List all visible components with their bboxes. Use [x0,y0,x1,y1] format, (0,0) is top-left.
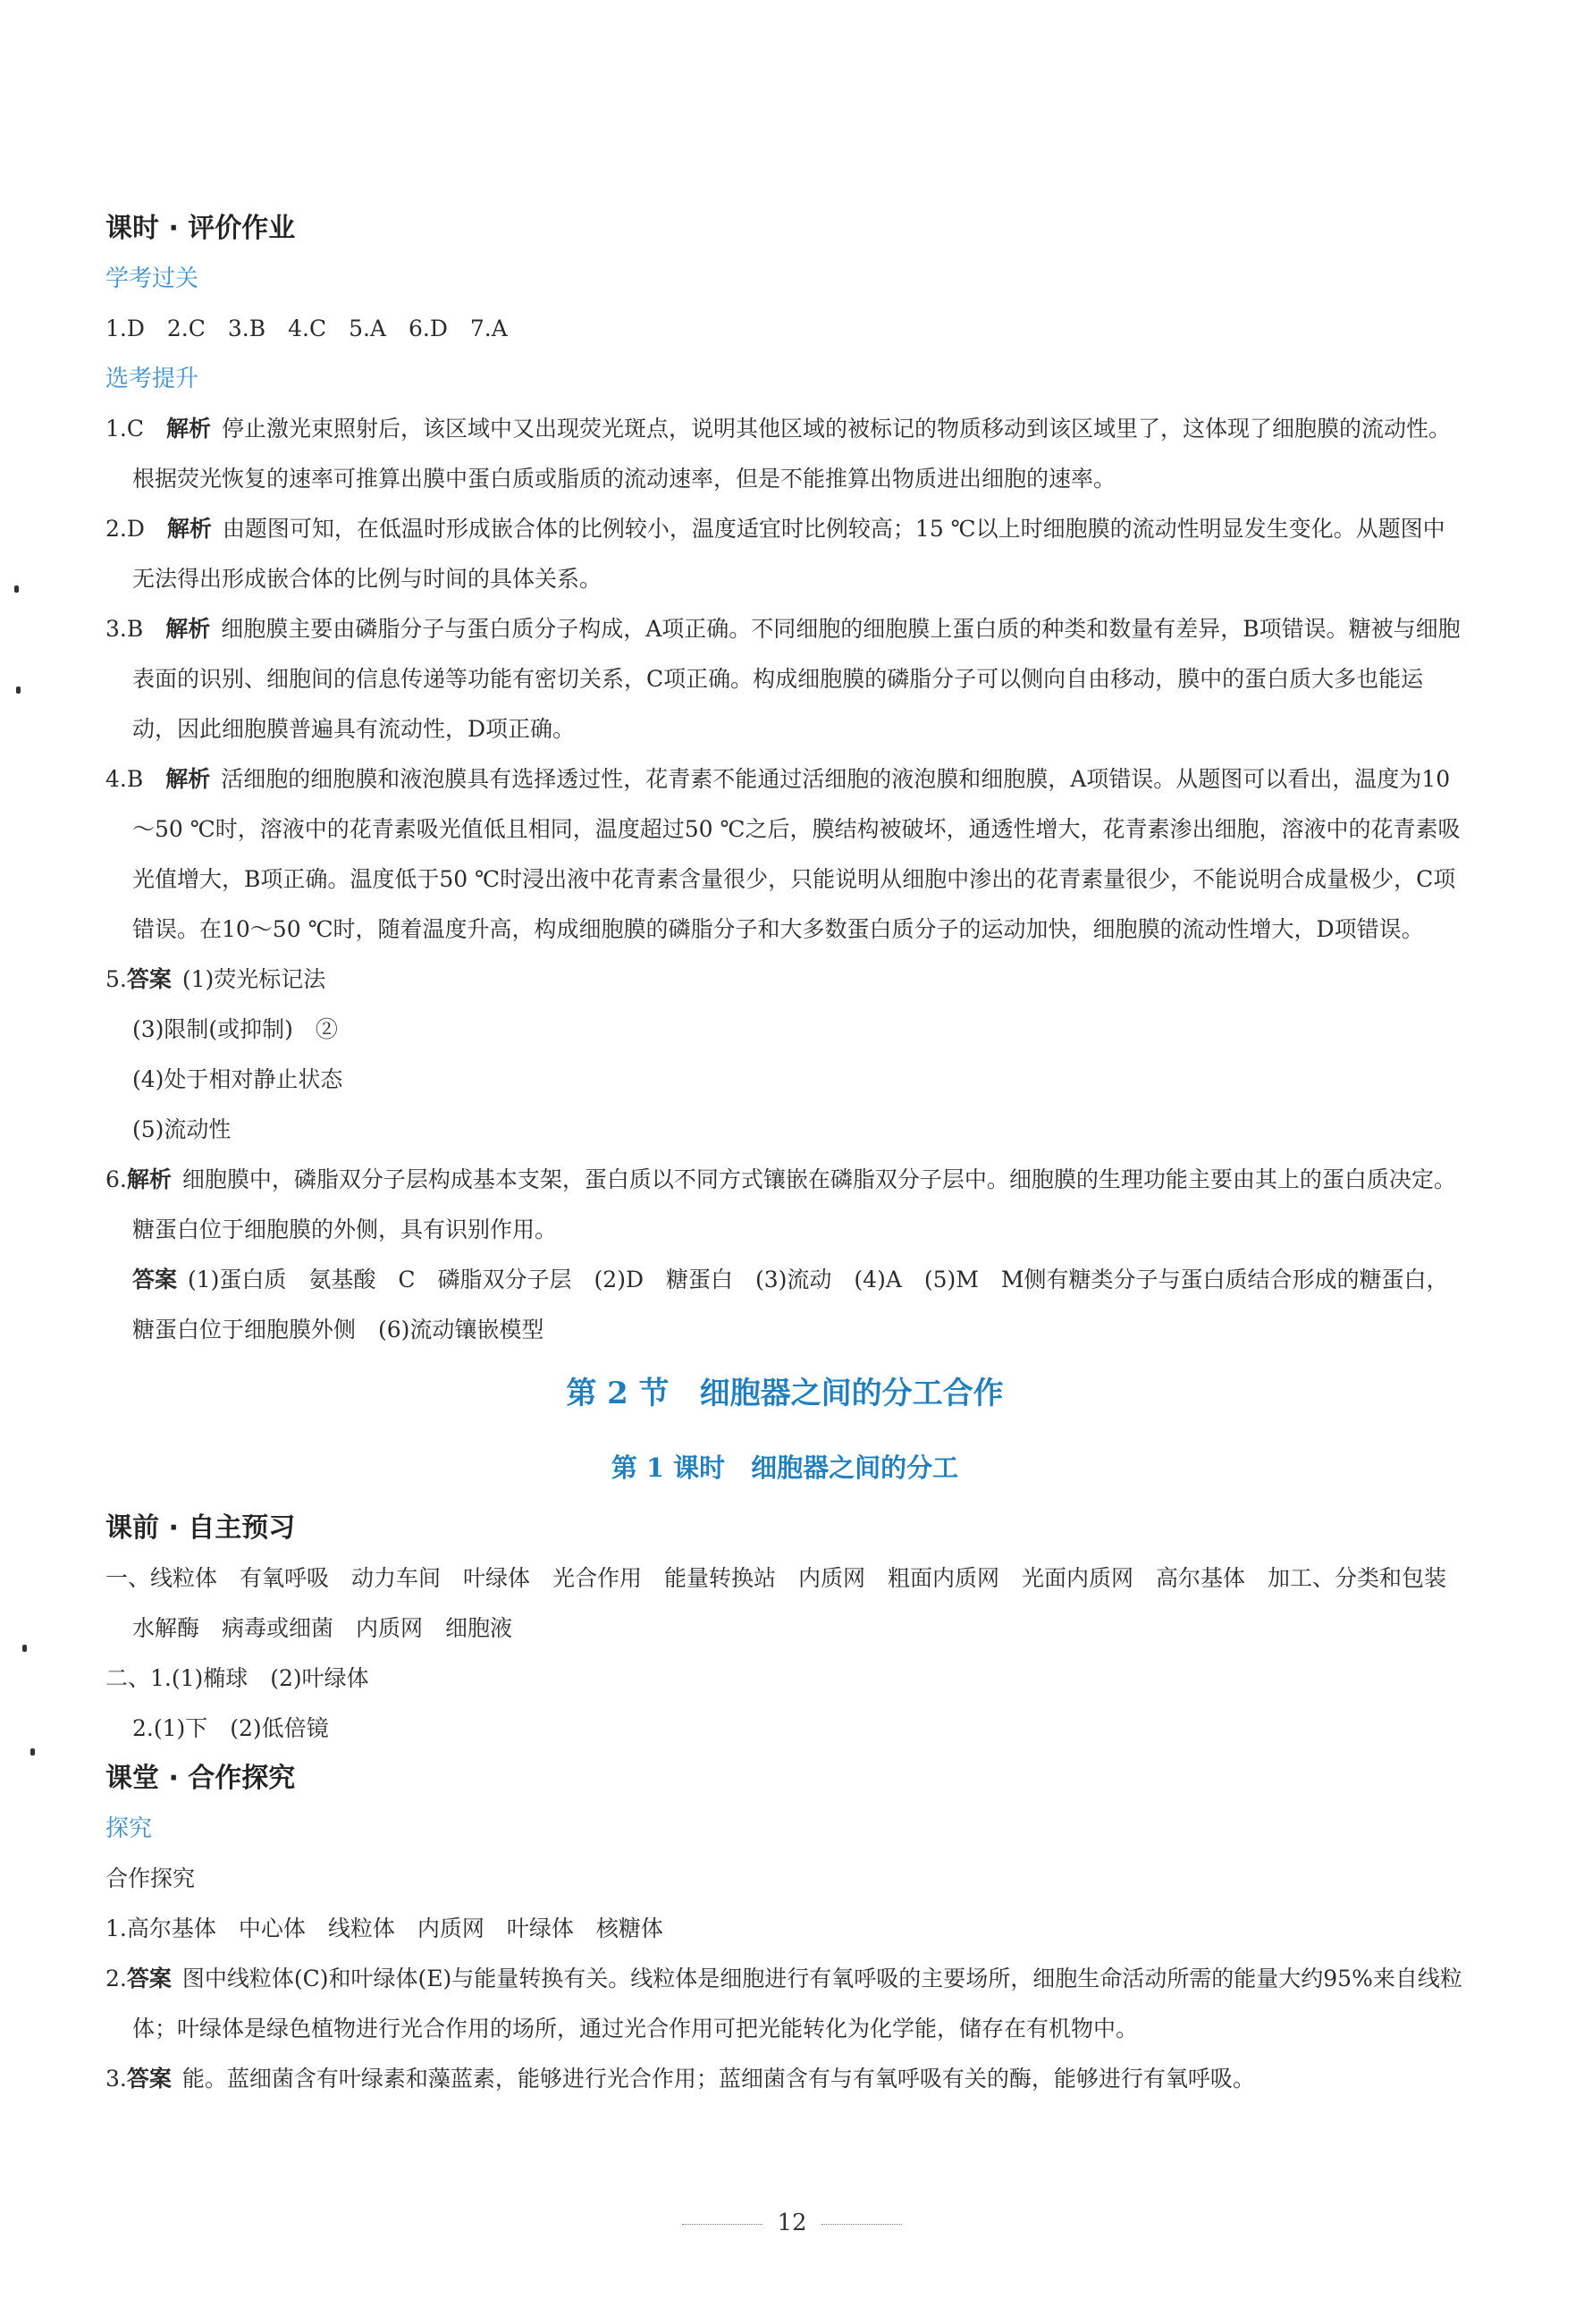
answer-subline: 答案 (1)蛋白质 氨基酸 C 磷脂双分子层 (2)D 糖蛋白 (3)流动 (4)A (5)M M侧有糖类分子与蛋白质结合形成的糖蛋白，糖蛋白位于细胞膜外侧 (6)流动镶嵌模型 [132,1267,1449,1343]
answer-line: 1.D 2.C 3.B 4.C 5.A 6.D 7.A [105,316,508,341]
scan-mark [14,585,19,593]
subsection-title: 探究 [105,1815,153,1842]
answer-item: 二、1.(1)椭球 (2)叶绿体 [105,1665,369,1691]
answer-subline: (5)流动性 [132,1116,232,1142]
answer-item: 1.C 解析 停止激光束照射后，该区域中又出现荧光斑点，说明其他区域的被标记的物质移动到该区域里了，这体现了细胞膜的流动性。根据荧光恢复的速率可推算出膜中蛋白质或脂质的流动速率，但是不能推算出物质进出细胞的速率。 [105,416,1452,492]
footer-divider [682,2224,763,2225]
subsection-title: 学考过关 [105,265,199,292]
scan-mark [16,686,21,694]
section-title: 课堂 · 合作探究 [105,1763,296,1794]
scan-mark [22,1645,27,1652]
answer-subline: 2.(1)下 (2)低倍镜 [132,1715,329,1741]
footer-divider [821,2224,902,2225]
answer-item: 一、线粒体 有氧呼吸 动力车间 叶绿体 光合作用 能量转换站 内质网 粗面内质网 光面内质网 高尔基体 加工、分类和包装 水解酶 病毒或细菌 内质网 细胞液 [105,1565,1470,1641]
answer-item: 2.D 解析 由题图可知，在低温时形成嵌合体的比例较小，温度适宜时比例较高；15 ℃以上时细胞膜的流动性明显发生变化。从题图中无法得出形成嵌合体的比例与时间的具体关系。 [105,516,1445,592]
answer-subline: (3)限制(或抑制) ② [132,1016,338,1042]
scan-mark [30,1748,35,1756]
section-title: 课前 · 自主预习 [105,1512,296,1544]
answer-item: 3.答案 能。蓝细菌含有叶绿素和藻蓝素，能够进行光合作用；蓝细菌含有与有氧呼吸有关的酶，能够进行有氧呼吸。 [105,2066,1255,2092]
lesson-title: 第 1 课时 细胞器之间的分工 [611,1452,959,1483]
answer-subline: (4)处于相对静止状态 [132,1066,343,1092]
answer-item: 6.解析 细胞膜中，磷脂双分子层构成基本支架，蛋白质以不同方式镶嵌在磷脂双分子层中。细胞膜的生理功能主要由其上的蛋白质决定。糖蛋白位于细胞膜的外侧，具有识别作用。 [105,1166,1456,1242]
answer-item: 4.B 解析 活细胞的细胞膜和液泡膜具有选择透过性，花青素不能通过活细胞的液泡膜和细胞膜，A项错误。从题图可以看出，温度为10～50 ℃时，溶液中的花青素吸光值低且相同，温度超过50 ℃之后，膜结构被破坏，通透性增大，花青素渗出细胞，溶液中的花青素吸光值增大，B项正确。温度低于50 ℃时浸出液中花青素含量很少，只能说明从细胞中渗出的花青素量很少，不能说明合成量极少，C项错误。在10～50 ℃时，随着温度升高，构成细胞膜的磷脂分子和大多数蛋白质分子的运动加快，细胞膜的流动性增大，D项错误。 [105,766,1461,942]
answer-item: 3.B 解析 细胞膜主要由磷脂分子与蛋白质分子构成，A项正确。不同细胞的细胞膜上蛋白质的种类和数量有差异，B项错误。糖被与细胞表面的识别、细胞间的信息传递等功能有密切关系，C项正确。构成细胞膜的磷脂分子可以侧向自由移动，膜中的蛋白质大多也能运动，因此细胞膜普遍具有流动性，D项正确。 [105,616,1461,742]
answer-item: 5.答案 (1)荧光标记法 [105,966,326,992]
chapter-title: 第 2 节 细胞器之间的分工合作 [566,1376,1004,1411]
section-title: 课时 · 评价作业 [105,213,296,244]
answer-content [105,204,1470,2104]
answer-item: 1.高尔基体 中心体 线粒体 内质网 叶绿体 核糖体 [105,1916,663,1941]
subsection-title: 选考提升 [105,366,199,392]
answer-item: 2.答案 图中线粒体(C)和叶绿体(E)与能量转换有关。线粒体是细胞进行有氧呼吸的主要场所，细胞生命活动所需的能量大约95%来自线粒体；叶绿体是绿色植物进行光合作用的场所，通过光合作用可把光能转化为化学能，储存在有机物中。 [105,1966,1462,2042]
page-number: 12 [0,2210,1584,2236]
answer-line: 合作探究 [105,1865,196,1891]
